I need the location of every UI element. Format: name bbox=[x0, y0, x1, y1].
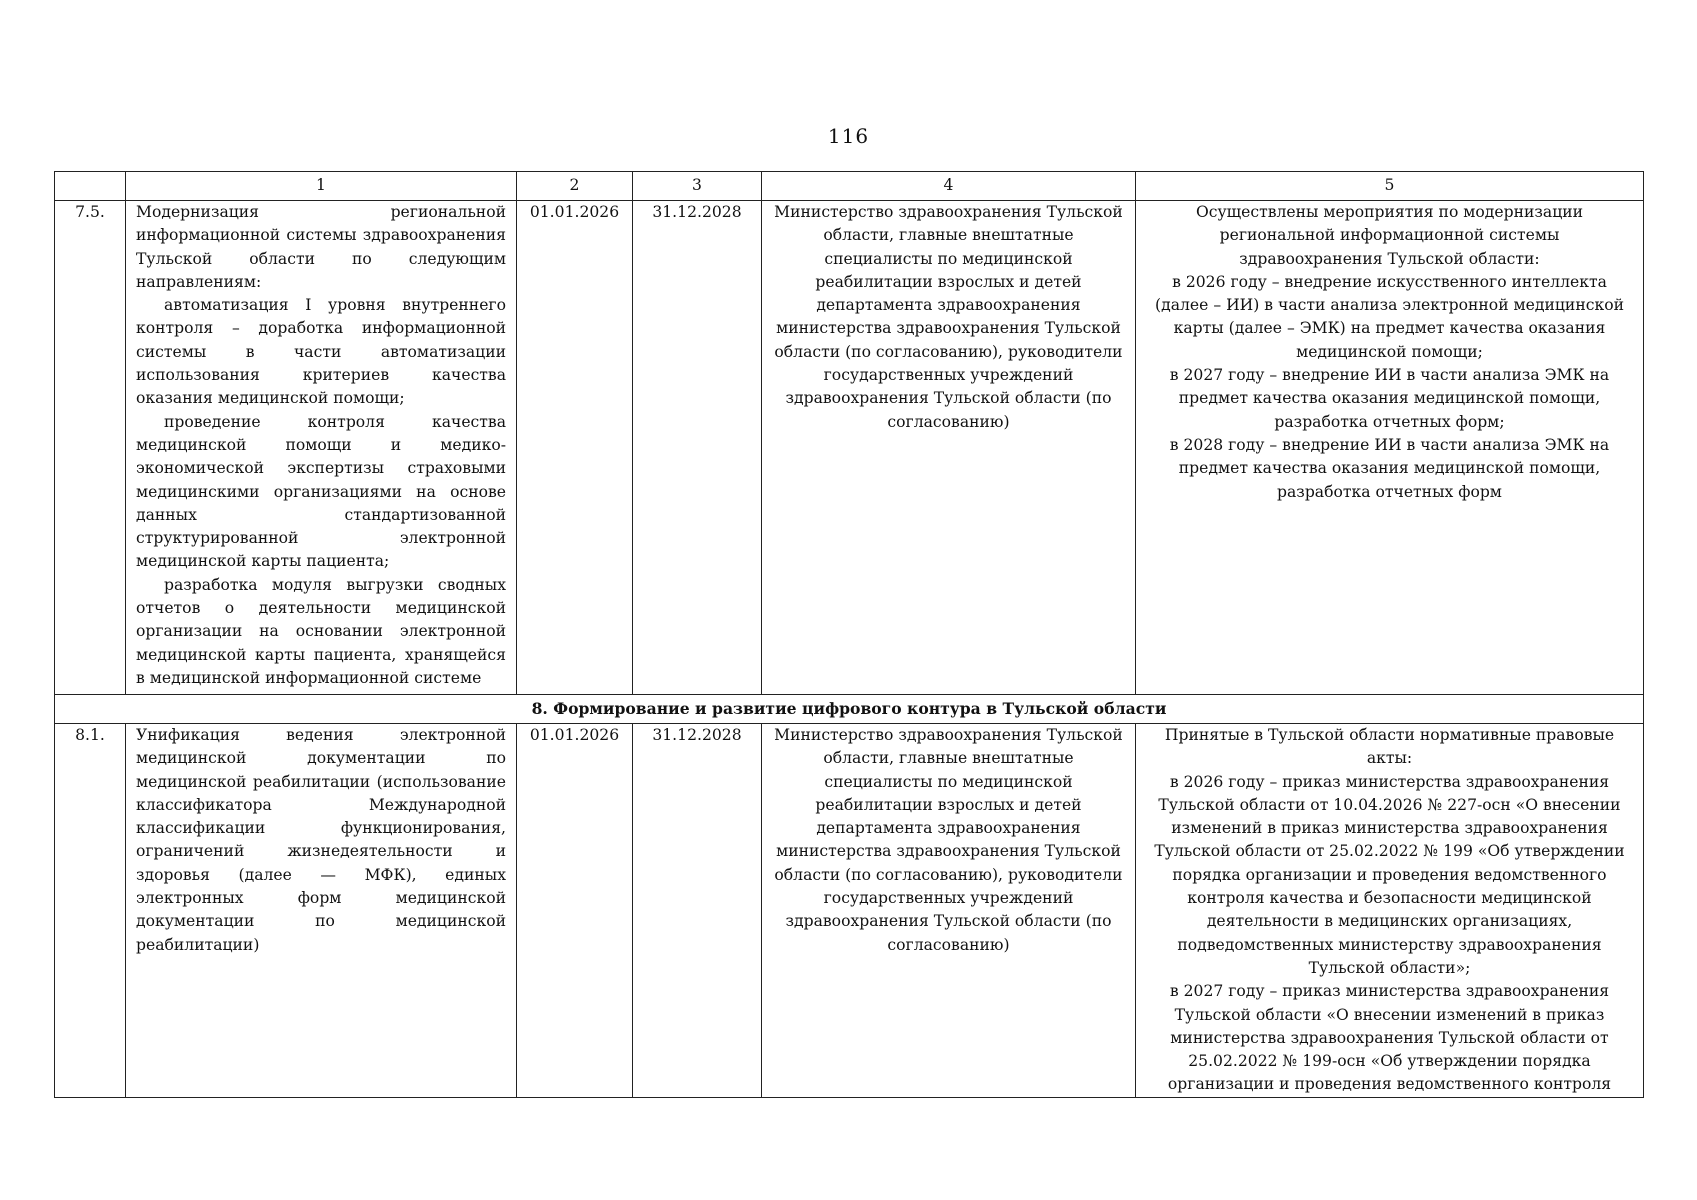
header-cell-2: 2 bbox=[517, 172, 633, 201]
page-number: 116 bbox=[827, 124, 870, 148]
start-date: 01.01.2026 bbox=[517, 201, 633, 695]
result-paragraph: в 2027 году – внедрение ИИ в части анализа ЭМК на предмет качества оказания медицинской помощи, разработка отчетных форм; bbox=[1169, 366, 1610, 431]
row-number: 8.1. bbox=[55, 724, 126, 1098]
header-cell-1: 1 bbox=[126, 172, 517, 201]
description-paragraph: Модернизация региональной информационной системы здравоохранения Тульской области по следующим направлениям: bbox=[136, 203, 506, 291]
responsible-executors: Министерство здравоохранения Тульской области, главные внештатные специалисты по медицинской реабилитации взрослых и детей департамента здравоохранения министерства здравоохранения Тульской области (по согласованию), руководители государственных учреждений здравоохранения Тульской области (по согласованию) bbox=[762, 201, 1136, 695]
start-date: 01.01.2026 bbox=[517, 724, 633, 1098]
description-paragraph: Унификация ведения электронной медицинской документации по медицинской реабилитации (использование классификатора Международной классификации функционирования, ограничений жизнедеятельности и здоровья (далее — МФК), единых электронных форм медицинской документации по медицинской реабилитации) bbox=[136, 726, 506, 954]
header-cell-num bbox=[55, 172, 126, 201]
description-paragraph: разработка модуля выгрузки сводных отчетов о деятельности медицинской организации на основании электронной медицинской карты пациента, хранящейся в медицинской информационной системе bbox=[136, 575, 506, 687]
measures-table bbox=[54, 171, 1644, 1098]
description-paragraph: автоматизация I уровня внутреннего контроля – доработка информационной системы в части автоматизации использования критериев качества оказания медицинской помощи; bbox=[136, 296, 506, 408]
end-date: 31.12.2028 bbox=[633, 201, 762, 695]
result-paragraph: Осуществлены мероприятия по модернизации региональной информационной системы здравоохранения Тульской области: bbox=[1195, 203, 1584, 268]
result-paragraph: в 2026 году – внедрение искусственного интеллекта (далее – ИИ) в части анализа электронной медицинской карты (далее – ЭМК) на предмет качества оказания медицинской помощи; bbox=[1155, 272, 1624, 361]
section-title: 8. Формирование и развитие цифрового контура в Тульской области bbox=[55, 695, 1644, 724]
measure-description bbox=[126, 201, 517, 695]
header-cell-5: 5 bbox=[1136, 172, 1644, 201]
row-number: 7.5. bbox=[55, 201, 126, 695]
table-header-row bbox=[55, 172, 1644, 201]
table-row bbox=[55, 724, 1644, 1098]
expected-result bbox=[1136, 724, 1644, 1098]
result-paragraph: Принятые в Тульской области нормативные правовые акты: bbox=[1164, 726, 1615, 768]
result-paragraph: в 2028 году – внедрение ИИ в части анализа ЭМК на предмет качества оказания медицинской помощи, разработка отчетных форм bbox=[1169, 435, 1610, 501]
header-cell-3: 3 bbox=[633, 172, 762, 201]
section-heading-row bbox=[55, 695, 1644, 724]
end-date: 31.12.2028 bbox=[633, 724, 762, 1098]
description-paragraph: проведение контроля качества медицинской помощи и медико-экономической экспертизы страховыми медицинскими организациями на основе данных стандартизованной структурированной электронной медицинской карты пациента; bbox=[136, 412, 506, 571]
responsible-executors: Министерство здравоохранения Тульской области, главные внештатные специалисты по медицинской реабилитации взрослых и детей департамента здравоохранения министерства здравоохранения Тульской области (по согласованию), руководители государственных учреждений здравоохранения Тульской области (по согласованию) bbox=[762, 724, 1136, 1098]
measure-description bbox=[126, 724, 517, 1098]
result-paragraph: в 2027 году – приказ министерства здравоохранения Тульской области «О внесении изменений в приказ министерства здравоохранения Тульской области от 25.02.2022 № 199-осн «Об утверждении порядка организации и проведения ведомственного контроля bbox=[1167, 982, 1612, 1094]
header-cell-4: 4 bbox=[762, 172, 1136, 201]
expected-result bbox=[1136, 201, 1644, 695]
table-row bbox=[55, 201, 1644, 695]
result-paragraph: в 2026 году – приказ министерства здравоохранения Тульской области от 10.04.2026 № 227-осн «О внесении изменений в приказ министерства здравоохранения Тульской области от 25.02.2022 № 199 «Об утверждении порядка организации и проведения ведомственного контроля качества и безопасности медицинской деятельности в медицинских организациях, подведомственных министерству здравоохранения Тульской области»; bbox=[1154, 772, 1625, 977]
